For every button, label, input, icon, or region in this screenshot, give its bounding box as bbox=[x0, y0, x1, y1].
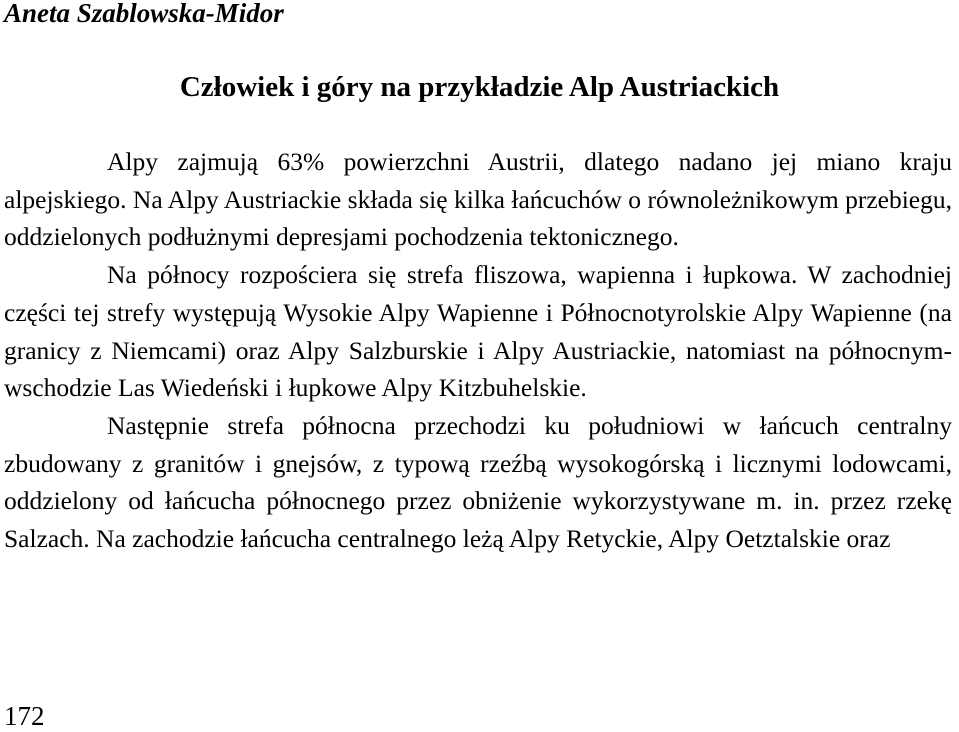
paragraph: Następnie strefa północna przechodzi ku południowi w łańcuch centralny zbudowany z granitów i gnejsów, z typową rzeźbą wysokogórską i licznymi lodowcami, oddzielony od łańcucha północnego przez obniżenie wykorzystywane m. in. przez rzekę Salzach. Na zachodzie łańcucha centralnego leżą Alpy Retyckie, Alpy Oetztalskie oraz bbox=[4, 410, 952, 554]
paragraph: Na północy rozpościera się strefa fliszowa, wapienna i łupkowa. W zachodniej części tej strefy występują Wysokie Alpy Wapienne i Północnotyrolskie Alpy Wapienne (na granicy z Niemcami) oraz Alpy Salzburskie i Alpy Austriackie, natomiast na północnym-wschodzie Las Wiedeński i łupkowe Alpy Kitzbuhelskie. bbox=[4, 260, 952, 403]
article-title: Człowiek i góry na przykładzie Alp Austriackich bbox=[179, 71, 780, 103]
page-number: 172 bbox=[4, 701, 45, 731]
paragraph: Alpy zajmują 63% powierzchni Austrii, dlatego nadano jej miano kraju alpejskiego. Na Alpy Austriackie składa się kilka łańcuchów o równoleżnikowym przebiegu, oddzielonych podłużnymi depresjami pochodzenia tektonicznego. bbox=[4, 147, 952, 252]
running-header-author: Aneta Szablowska-Midor bbox=[4, 0, 284, 28]
article-body bbox=[4, 143, 952, 558]
